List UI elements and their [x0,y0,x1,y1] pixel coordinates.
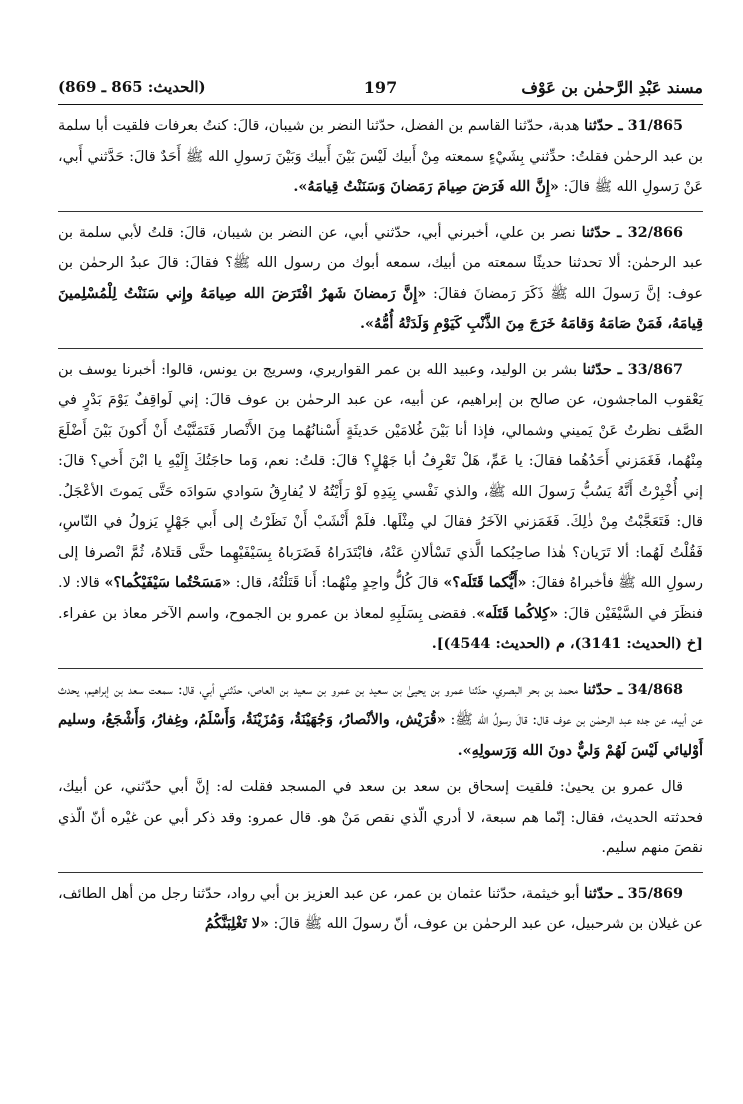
page-title: مسند عَبْدِ الرَّحمٰن بن عَوْف [521,78,703,97]
hadith-text: 34/868 ـ حدّثنا محمد بن بحر البصري، حدّثنا عمرو بن يحيىٰ بن سعيد بن عمرو بن سعيد بن العاص، حدّثني أبي، قال: سمعت سعد بن إبراهيم، يحدث عن أبيه، عن جده عبد الرحمٰن بن عوف قال: قالَ رسولُ الله ﷺ: «قُرَيْش، والأنْصارُ، وَجُهَيْنَةُ، وَمُزَيْنَةُ، وَأَسْلَمُ، وغِفارُ، وَأَشْجَعُ، وسليم أَوْليائي لَيْسَ لَهُمْ وَليٌّ دونَ الله وَرَسولِهِ». [58,680,704,759]
hadith-number: 34/868 [627,680,683,698]
narration-lead: حدّثنا [582,360,612,378]
isnad: بشر بن الوليد، وعبيد الله بن عمر القواريري، وسريج بن يونس، قالوا: أخبرنا يوسف بن يَعْقوب الماجشون، عن صالح بن إبراهيم، عن أبيه، عن عبد الرحمٰن بن عوف قالَ: إني لَواقِفٌ يَوْمَ بَدْرٍ في الصَّف نظرتُ عَنْ يَميني وشمالي، فإذا أنا بَيْنَ غُلامَيْن حَديثَةٍ أَسْنانُهُما مِنَ الأَنْصار فَتَمَنَّيْتُ أَنْ أَكونَ بَيْنَ أَضْلَعَ مِنْهُما، فَغَمَزني أَحَدُهُما فقالَ: يا عَمِّ، هَلْ تَعْرِفُ أبا جَهْلٍ؟ قالَ: قلتُ: نعم، وَما حاجَتُكَ إِلَيْهِ يا ابْنَ أَخي؟ قالَ: إني أُخْبِرْتُ أَنَّهُ يَسُبُّ رَسولَ الله ﷺ، والذي نَفْسي بِيَدِهِ لَوْ رَأَيْتُهُ لا يُفارِقُ سَوادي سَوادَه حَتَّى يَموتَ الأعْجَلُ. قال: فَتَعَجَّبْتُ مِنْ ذٰلِكَ. فَغَمَزني الآخَرُ فقالَ لي مِثْلَها. فلَمْ أَنْشَبْ أَنْ نَظَرْتُ إلى أَبي جَهْلٍ يَزولُ في النّاسِ، فَقُلْتُ لَهُما: ألا تَرَيان؟ هٰذا صاحِبُكما الَّذي تَسْألانِ عَنْهُ، فابْتَدَراهُ فَضَرَباهُ بِسَيْفَيْهِما حتَّى قَتلاهُ، ثُمَّ انْصرفا إلى رسولِ الله ﷺ فأخبراهُ فقالَ: [58,361,704,591]
hadith-text: 33/867 ـ حدّثنا بشر بن الوليد، وعبيد الله بن عمر القواريري، وسريج بن يونس، قالوا: أخبرنا يوسف بن يَعْقوب الماجشون، عن صالح بن إبراهيم، عن أبيه، عن عبد الرحمٰن بن عوف قالَ: إني لَواقِفٌ يَوْمَ بَدْرٍ في الصَّف نظرتُ عَنْ يَميني وشمالي، فإذا أنا بَيْنَ غُلامَيْن حَديثَةٍ أَسْنانُهُما مِنَ الأَنْصار فَتَمَنَّيْتُ أَنْ أَكونَ بَيْنَ أَضْلَعَ مِنْهُما، فَغَمَزني أَحَدُهُما فقالَ: يا عَمِّ، هَلْ تَعْرِفُ أبا جَهْلٍ؟ قالَ: قلتُ: نعم، وَما حاجَتُكَ إِلَيْهِ يا ابْنَ أَخي؟ قالَ: إني أُخْبِرْتُ أَنَّهُ يَسُبُّ رَسولَ الله ﷺ، والذي نَفْسي بِيَدِهِ لَوْ رَأَيْتُهُ لا يُفارِقُ سَوادي سَوادَه حَتَّى يَموتَ الأعْجَلُ. قال: فَتَعَجَّبْتُ مِنْ ذٰلِكَ. فَغَمَزني الآخَرُ فقالَ لي مِثْلَها. فلَمْ أَنْشَبْ أَنْ نَظَرْتُ إلى أَبي جَهْلٍ يَزولُ في النّاسِ، فَقُلْتُ لَهُما: ألا تَرَيان؟ هٰذا صاحِبُكما الَّذي تَسْألانِ عَنْهُ، فابْتَدَراهُ فَضَرَباهُ بِسَيْفَيْهِما حتَّى قَتلاهُ، ثُمَّ انْصرفا إلى رسولِ الله ﷺ فأخبراهُ فقالَ: «أَيُّكما قَتَلَه؟» قالَ كُلُّ واحِدٍ مِنْهُما: أَنا قَتَلْتُهُ، قال: «مَسَحْتُما سَيْفَيْكُما؟» قالا: لا. فنظَرَ في السَّيْفَيْن قالَ: «كِلاكُما قَتَلَه». فقضى بِسَلَبِهِ لمعاذ بن عمرو بن الجموح، واسم الآخر معاذ بن عفراء. [خ (الحديث: 3141)، م (الحديث: 4544)]. [58,360,704,652]
prophetic-quote: «لا تَغْلِبَنَّكُمُ [204,915,269,932]
narration-lead: حدّثنا [583,680,613,698]
prophetic-quote: «أَيُّكما قَتَلَه؟» [443,574,527,591]
hadith-number: 32/866 [627,223,683,241]
hadith-entry-865 [58,105,703,212]
source-references: [خ (الحديث: 3141)، م (الحديث: 4544)] [436,635,703,652]
hadith-entry-868 [58,669,703,873]
hadith-entry-867 [58,349,703,669]
hadith-entry-869 [58,873,703,948]
hadith-number: 35/869 [627,884,683,902]
prophetic-quote: «مَسَحْتُما سَيْفَيْكُما؟» [104,574,231,591]
prophetic-quote: «كِلاكُما قَتَلَه» [476,604,559,622]
isnad: نصر بن علي، أخبرني أبي، حدّثني أبي، عن النضر بن شيبان، قالَ: قلتُ لأبي سلمة بن عبد الرحمٰن: ألا تحدثنا حديثًا سمعته من أبيك، سمعه أبوك من رسول الله ﷺ؟ فقالَ: قالَ عبدُ الرحمٰن بن عوف: إنَّ رَسولَ الله ﷺ ذَكَرَ رَمضانَ فقالَ: [58,224,703,302]
narration-text: قالا: لا. فنظَرَ في السَّيْفَيْن قالَ: [58,575,703,622]
isnad: أبو خيثمة، حدّثنا عثمان بن عمر، عن عبد العزيز بن أبي رواد، حدّثنا رجل من أهل الطائف، عن غيلان بن شرحبيل، عن عبد الرحمٰن بن عوف، أنّ رسولَ الله ﷺ قالَ: [58,885,703,932]
commentary-paragraph: قال عمرو بن يحيىٰ: فلقيت إسحاق بن سعد بن سعد في المسجد فقلت له: إنَّ أبي حدّثني، عن أبيك، فحدثته الحديث، فقال: إنّما هم سبعة، لا أدري الّذي نقص مَنْ هو. قال عمرو: وقد ذكر أبي عن غيْره أنّ الّذي نقصَ منهم سليم. [58,779,703,856]
page-number: 197 [363,78,398,97]
narration-lead: حدّثنا [584,884,614,902]
page-header [58,70,703,105]
narration-text: . فقضى بِسَلَبِهِ لمعاذ بن عمرو بن الجموح، واسم الآخر معاذ بن عفراء. [58,605,477,622]
hadith-text: 35/869 ـ حدّثنا أبو خيثمة، حدّثنا عثمان بن عمر، عن عبد العزيز بن أبي رواد، حدّثنا رجل من أهل الطائف، عن غيلان بن شرحبيل، عن عبد الرحمٰن بن عوف، أنّ رسولَ الله ﷺ قالَ: «لا تَغْلِبَنَّكُمُ [58,884,703,932]
hadith-text: 32/866 ـ حدّثنا نصر بن علي، أخبرني أبي، حدّثني أبي، عن النضر بن شيبان، قالَ: قلتُ لأبي سلمة بن عبد الرحمٰن: ألا تحدثنا حديثًا سمعته من أبيك، سمعه أبوك من رسول الله ﷺ؟ فقالَ: قالَ عبدُ الرحمٰن بن عوف: إنَّ رَسولَ الله ﷺ ذَكَرَ رَمضانَ فقالَ: «إِنَّ رَمضانَ شَهرٌ افْتَرَضَ الله صِيامَهُ وإِني سَنَنْتُ لِلْمُسْلِمينَ قِيامَهُ، فَمَنْ صَامَهُ وَقامَهُ خَرَجَ مِنَ الذَّنْبِ كَيَوْمِ وَلَدَتْهُ أُمُّهُ». [58,223,703,332]
hadith-number: 33/867 [627,360,683,378]
isnad: محمد بن بحر البصري، حدّثنا عمرو بن يحيىٰ بن سعيد بن عمرو بن سعيد بن العاص، حدّثني أبي، قال: سمعت سعد بن إبراهيم، يحدث عن أبيه، عن جده عبد الرحمٰن بن عوف قال: قالَ رسولُ الله ﷺ: [58,681,704,728]
narration-lead: حدّثنا [584,117,614,134]
book-page [58,70,703,948]
hadith-range: (الحديث: 865 ـ 869) [58,78,206,96]
narration-lead: حدّثنا [581,223,611,241]
narration-text: قالَ كُلُّ واحِدٍ مِنْهُما: أَنا قَتَلْتُهُ، قال: [230,575,444,591]
prophetic-quote: «قُرَيْش، والأنْصارُ، وَجُهَيْنَةُ، وَمُزَيْنَةُ، وَأَسْلَمُ، وغِفارُ، وَأَشْجَعُ، وسليم أَوْليائي لَيْسَ لَهُمْ وَليٌّ دونَ الله وَرَسولِهِ» [58,711,703,759]
prophetic-quote: «إِنَّ رَمضانَ شَهرٌ افْتَرَضَ الله صِيامَهُ وإِني سَنَنْتُ لِلْمُسْلِمينَ قِيامَهُ، فَمَنْ صَامَهُ وَقامَهُ خَرَجَ مِنَ الذَّنْبِ كَيَوْمِ وَلَدَتْهُ أُمُّهُ» [58,284,703,332]
hadith-text: 31/865 ـ حدّثنا هدبة، حدّثنا القاسم بن الفضل، حدّثنا النضر بن شيبان، قالَ: كنتُ بعرفات فلقيت أبا سلمة بن عبد الرحمٰن فقلتُ: حدِّثني بِشَيْءٍ سمعته مِنْ أَبيك لَيْسَ بَيْنَ أَبيك وَبَيْنَ رَسولِ الله ﷺ أَحَدٌ قالَ: حَدَّثني أَبي، عَنْ رَسولِ الله ﷺ قالَ: «إِنَّ الله فَرَضَ صِيامَ رَمَضانَ وَسَنَنْتُ قِيامَهُ». [58,117,703,195]
isnad: هدبة، حدّثنا القاسم بن الفضل، حدّثنا النضر بن شيبان، قالَ: كنتُ بعرفات فلقيت أبا سلمة بن عبد الرحمٰن فقلتُ: حدِّثني بِشَيْءٍ سمعته مِنْ أَبيك لَيْسَ بَيْنَ أَبيك وَبَيْنَ رَسولِ الله ﷺ أَحَدٌ قالَ: حَدَّثني أَبي، عَنْ رَسولِ الله ﷺ قالَ: [58,118,703,195]
hadith-number: 31/865 [627,117,683,134]
prophetic-quote: «إِنَّ الله فَرَضَ صِيامَ رَمَضانَ وَسَنَنْتُ قِيامَهُ» [298,178,559,195]
hadith-entry-866 [58,212,703,349]
